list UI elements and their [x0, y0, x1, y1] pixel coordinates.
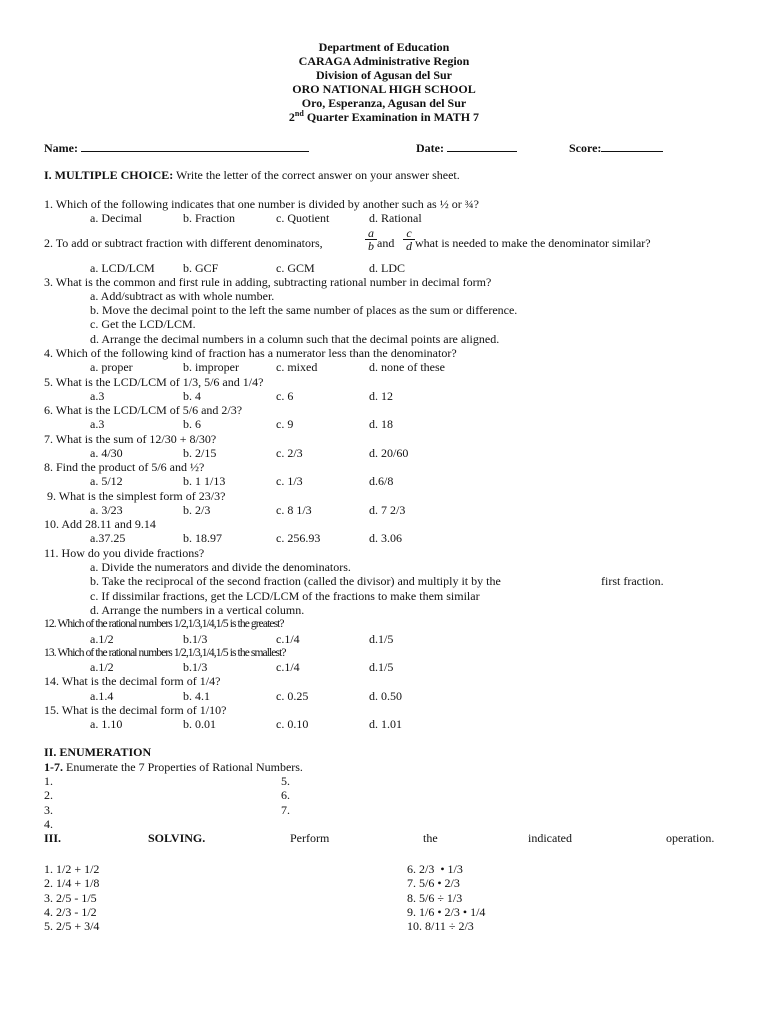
choice-10c: c. 256.93	[276, 531, 321, 545]
part2-heading: II. ENUMERATION	[44, 745, 152, 759]
enumeration-item-5: 5.	[281, 774, 290, 788]
question-3: 3. What is the common and first rule in adding, subtracting rational number in decimal form?	[44, 275, 492, 289]
choice-10b: b. 18.97	[183, 531, 222, 545]
date-field	[416, 140, 517, 155]
enumeration-item-4: 4.	[44, 817, 53, 831]
choice-11b: b. Take the reciprocal of the second fraction (called the divisor) and multiply it by the	[90, 574, 501, 588]
question-2-pre: 2. To add or subtract fraction with different denominators,	[44, 236, 323, 250]
choice-15a: a. 1.10	[90, 717, 123, 731]
fraction-c-over-d	[403, 227, 415, 252]
part3-word-operation: operation.	[666, 831, 715, 845]
question-10: 10. Add 28.11 and 9.14	[44, 517, 156, 531]
choice-2d: d. LDC	[369, 261, 405, 275]
choice-8a: a. 5/12	[90, 474, 123, 488]
score-blank	[601, 140, 663, 152]
header-school: ORO NATIONAL HIGH SCHOOL	[292, 82, 476, 96]
date-label: Date:	[416, 141, 447, 155]
part3-heading-solving: SOLVING.	[148, 831, 206, 845]
choice-6c: c. 9	[276, 417, 294, 431]
part2-prompt-number: 1-7.	[44, 760, 63, 774]
header-department: Department of Education	[318, 40, 450, 54]
choice-3b: b. Move the decimal point to the left the same number of places as the sum or difference.	[90, 303, 518, 317]
question-13: 13. Which of the rational numbers 1/2,1/3,1/4,1/5 is the smallest?	[44, 647, 286, 659]
choice-11a: a. Divide the numerators and divide the denominators.	[90, 560, 351, 574]
choice-4b: b. improper	[183, 360, 239, 374]
question-2-post: what is needed to make the denominator similar?	[415, 236, 651, 250]
choice-13c: c.1/4	[276, 660, 300, 674]
choice-14d: d. 0.50	[369, 689, 402, 703]
choice-6a: a.3	[90, 417, 105, 431]
choice-7a: a. 4/30	[90, 446, 123, 460]
date-blank	[447, 140, 517, 152]
enumeration-item-2: 2.	[44, 788, 53, 802]
choice-3c: c. Get the LCD/LCM.	[90, 317, 196, 331]
fraction-a-numerator: a	[365, 227, 377, 240]
choice-10d: d. 3.06	[369, 531, 402, 545]
header-exam-title: 2nd Quarter Examination in MATH 7	[288, 109, 480, 124]
question-14: 14. What is the decimal form of 1/4?	[44, 674, 221, 688]
header-division: Division of Agusan del Sur	[315, 68, 453, 82]
choice-7b: b. 2/15	[183, 446, 217, 460]
problem-10: 10. 8/11 ÷ 2/3	[407, 919, 474, 933]
question-15: 15. What is the decimal form of 1/10?	[44, 703, 227, 717]
choice-1c: c. Quotient	[276, 211, 330, 225]
choice-7c: c. 2/3	[276, 446, 303, 460]
problem-7: 7. 5/6 • 2/3	[407, 876, 460, 890]
fraction-a-denominator: b	[368, 239, 374, 253]
part3-word-the: the	[423, 831, 438, 845]
choice-5d: d. 12	[369, 389, 393, 403]
choice-11b-continued: first fraction.	[601, 574, 664, 588]
choice-14c: c. 0.25	[276, 689, 309, 703]
choice-4c: c. mixed	[276, 360, 318, 374]
part3-word-indicated: indicated	[528, 831, 572, 845]
choice-6d: d. 18	[369, 417, 393, 431]
choice-15b: b. 0.01	[183, 717, 216, 731]
fraction-c-numerator: c	[403, 227, 415, 240]
choice-1b: b. Fraction	[183, 211, 235, 225]
question-2-mid: and	[377, 236, 395, 250]
choice-5a: a.3	[90, 389, 105, 403]
question-4: 4. Which of the following kind of fraction has a numerator less than the denominator?	[44, 346, 457, 360]
choice-13b: b.1/3	[183, 660, 208, 674]
choice-3a: a. Add/subtract as with whole number.	[90, 289, 275, 303]
header-region: CARAGA Administrative Region	[298, 54, 470, 68]
enumeration-item-3: 3.	[44, 803, 53, 817]
problem-6: 6. 2/3 • 1/3	[407, 862, 463, 876]
enumeration-item-1: 1.	[44, 774, 53, 788]
part3-heading-numeral: III.	[44, 831, 62, 845]
choice-2a: a. LCD/LCM	[90, 261, 155, 275]
problem-2: 2. 1/4 + 1/8	[44, 876, 100, 890]
problem-9: 9. 1/6 • 2/3 • 1/4	[407, 905, 486, 919]
choice-12d: d.1/5	[369, 632, 394, 646]
choice-2c: c. GCM	[276, 261, 315, 275]
question-12: 12. Which of the rational numbers 1/2,1/3,1/4,1/5 is the greatest?	[44, 618, 284, 630]
choice-12c: c.1/4	[276, 632, 300, 646]
choice-14b: b. 4.1	[183, 689, 210, 703]
part3-word-perform: Perform	[290, 831, 330, 845]
problem-5: 5. 2/5 + 3/4	[44, 919, 100, 933]
fraction-c-denominator: d	[406, 239, 412, 253]
choice-14a: a.1.4	[90, 689, 114, 703]
header-address: Oro, Esperanza, Agusan del Sur	[301, 96, 467, 110]
part2-prompt-text: Enumerate the 7 Properties of Rational Numbers.	[63, 760, 303, 774]
choice-4a: a. proper	[90, 360, 133, 374]
problem-1: 1. 1/2 + 1/2	[44, 862, 100, 876]
choice-12b: b.1/3	[183, 632, 208, 646]
problem-8: 8. 5/6 ÷ 1/3	[407, 891, 463, 905]
choice-1d: d. Rational	[369, 211, 422, 225]
part1-instructions: Write the letter of the correct answer on your answer sheet.	[173, 168, 460, 182]
choice-9b: b. 2/3	[183, 503, 211, 517]
choice-4d: d. none of these	[369, 360, 445, 374]
choice-15d: d. 1.01	[369, 717, 402, 731]
choice-9c: c. 8 1/3	[276, 503, 312, 517]
part2-prompt	[44, 760, 303, 774]
enumeration-item-7: 7.	[281, 803, 290, 817]
choice-13a: a.1/2	[90, 660, 114, 674]
score-field	[569, 140, 663, 155]
choice-5b: b. 4	[183, 389, 201, 403]
choice-11c: c. If dissimilar fractions, get the LCD/LCM of the fractions to make them similar	[90, 589, 480, 603]
choice-1a: a. Decimal	[90, 211, 142, 225]
score-label: Score:	[569, 141, 602, 155]
question-8: 8. Find the product of 5/6 and ½?	[44, 460, 205, 474]
choice-12a: a.1/2	[90, 632, 114, 646]
fraction-a-over-b	[365, 227, 377, 252]
name-blank	[81, 140, 309, 152]
choice-11d: d. Arrange the numbers in a vertical column.	[90, 603, 305, 617]
question-1: 1. Which of the following indicates that one number is divided by another such as ½ or ¾?	[44, 197, 480, 211]
choice-6b: b. 6	[183, 417, 201, 431]
name-label: Name:	[44, 141, 81, 155]
choice-13d: d.1/5	[369, 660, 394, 674]
choice-9a: a. 3/23	[90, 503, 123, 517]
choice-3d: d. Arrange the decimal numbers in a column such that the decimal points are aligned.	[90, 332, 500, 346]
choice-5c: c. 6	[276, 389, 294, 403]
choice-8d: d.6/8	[369, 474, 394, 488]
choice-10a: a.37.25	[90, 531, 126, 545]
choice-2b: b. GCF	[183, 261, 219, 275]
choice-8b: b. 1 1/13	[183, 474, 226, 488]
choice-7d: d. 20/60	[369, 446, 409, 460]
problem-3: 3. 2/5 - 1/5	[44, 891, 97, 905]
part1-heading: I. MULTIPLE CHOICE:	[44, 168, 174, 182]
question-5: 5. What is the LCD/LCM of 1/3, 5/6 and 1/4?	[44, 375, 264, 389]
choice-15c: c. 0.10	[276, 717, 309, 731]
question-7: 7. What is the sum of 12/30 + 8/30?	[44, 432, 217, 446]
choice-9d: d. 7 2/3	[369, 503, 406, 517]
part1-heading-line	[44, 168, 460, 182]
question-9: 9. What is the simplest form of 23/3?	[44, 489, 226, 503]
question-6: 6. What is the LCD/LCM of 5/6 and 2/3?	[44, 403, 243, 417]
name-field	[44, 140, 309, 155]
problem-4: 4. 2/3 - 1/2	[44, 905, 97, 919]
question-11: 11. How do you divide fractions?	[44, 546, 205, 560]
enumeration-item-6: 6.	[281, 788, 290, 802]
choice-8c: c. 1/3	[276, 474, 303, 488]
